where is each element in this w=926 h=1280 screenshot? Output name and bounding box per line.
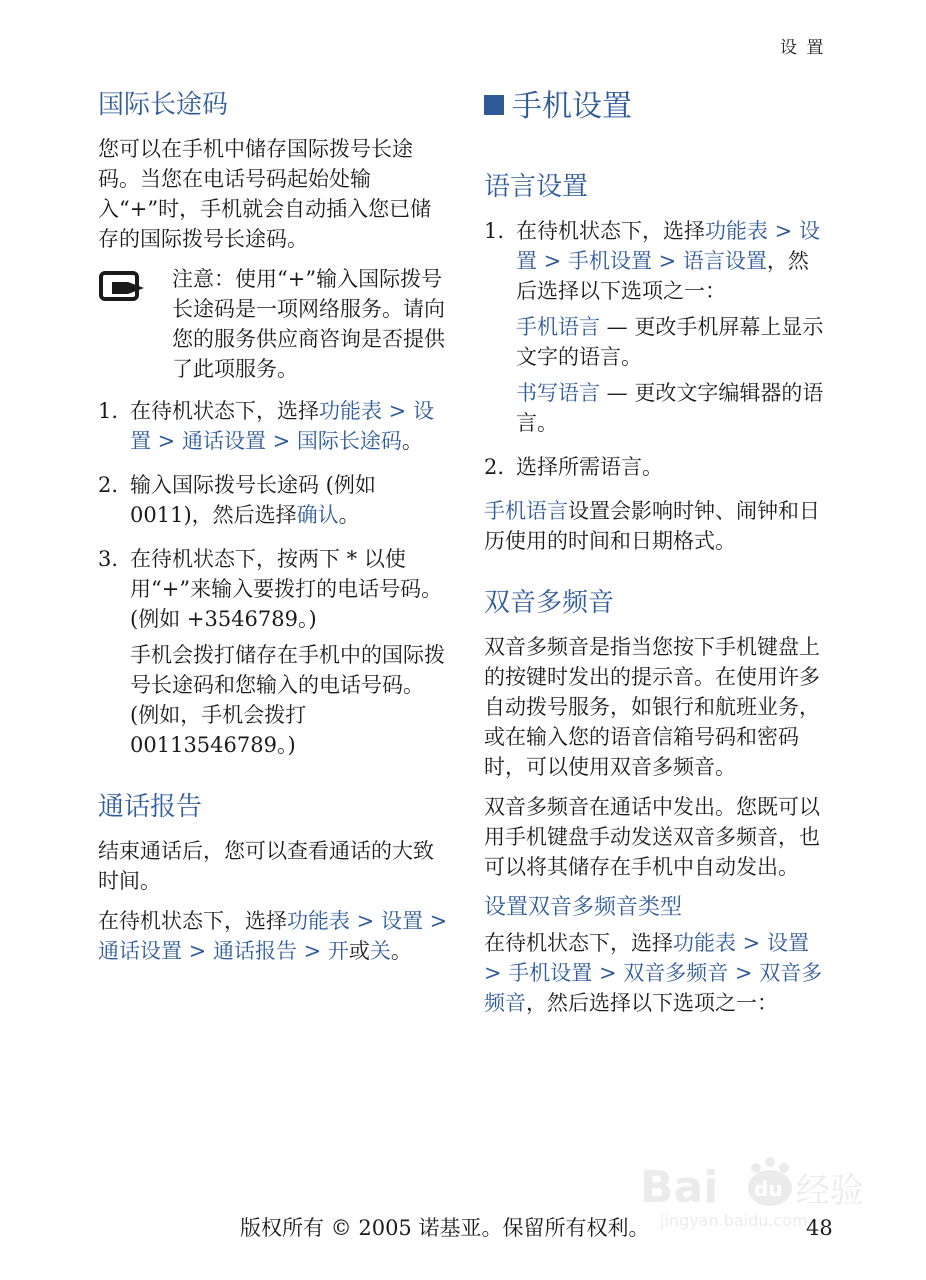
menu-separator: > bbox=[484, 961, 509, 985]
menu-separator: > bbox=[537, 249, 568, 273]
menu-link: 功能表 bbox=[673, 931, 736, 955]
heading-dtmf-type: 设置双音多频音类型 bbox=[484, 895, 683, 920]
note-text bbox=[158, 264, 448, 384]
running-header: 设 置 bbox=[780, 38, 826, 58]
menu-separator: > bbox=[736, 931, 767, 955]
option-label: 手机语言 bbox=[516, 315, 600, 339]
left-column bbox=[98, 86, 448, 976]
footer-copyright: 版权所有 © 2005 诺基亚。保留所有权利。 bbox=[240, 1216, 650, 1240]
square-bullet-icon bbox=[484, 95, 504, 115]
note-hand-icon bbox=[98, 264, 158, 384]
menu-link: 设置 bbox=[130, 399, 434, 453]
menu-separator: > bbox=[382, 399, 413, 423]
section-title bbox=[484, 86, 829, 128]
menu-link: 双音多频音 bbox=[484, 961, 823, 1015]
watermark-paw: du bbox=[754, 1177, 783, 1201]
menu-link: 确认 bbox=[296, 503, 339, 527]
menu-link: 功能表 bbox=[287, 909, 350, 933]
menu-link: 通话设置 bbox=[98, 939, 182, 963]
step-text bbox=[130, 470, 448, 530]
dtmf-p3 bbox=[484, 928, 829, 1018]
menu-link: 设置 bbox=[516, 219, 820, 273]
menu-link: 设置 bbox=[766, 931, 809, 955]
heading-dtmf: 双音多频音 bbox=[484, 588, 615, 618]
menu-link: 国际长途码 bbox=[296, 429, 402, 453]
step-number: 1. bbox=[484, 219, 505, 243]
right-column bbox=[484, 86, 829, 1028]
step-text: 选择所需语言。 bbox=[516, 455, 663, 479]
list-item bbox=[98, 396, 448, 456]
step-plain: ，然后选择以下选项之一： bbox=[516, 249, 809, 303]
intl-prefix-steps bbox=[98, 396, 448, 760]
step-number: 2. bbox=[98, 473, 119, 497]
step-number: 1. bbox=[98, 399, 119, 423]
option-phone-language bbox=[516, 312, 829, 372]
heading-call-report: 通话报告 bbox=[98, 792, 203, 822]
plain-text: 设置会影响时钟、闹钟和日历使用的时间和日期格式。 bbox=[484, 499, 820, 553]
list-item bbox=[484, 216, 829, 438]
menu-separator: > bbox=[422, 909, 448, 933]
dtmf-p2: 双音多频音在通话中发出。您既可以用手机键盘手动发送双音多频音，也可以将其储存在手机中自动发出。 bbox=[484, 795, 820, 879]
heading-intl-prefix: 国际长途码 bbox=[98, 90, 229, 120]
option-label: 书写语言 bbox=[516, 381, 600, 405]
plain-text: 或 bbox=[348, 939, 370, 963]
plain-text: 在待机状态下，选择 bbox=[484, 931, 673, 955]
step-plain: 。 bbox=[338, 503, 360, 527]
step-number: 3. bbox=[98, 547, 119, 571]
language-note bbox=[484, 496, 829, 556]
page-number: 48 bbox=[806, 1216, 833, 1240]
step-detail: 手机会拨打储存在手机中的国际拨号长途码和您输入的电话号码。(例如，手机会拨打 00113546789。) bbox=[130, 643, 445, 757]
note-box bbox=[98, 264, 448, 384]
menu-link: 开 bbox=[327, 939, 349, 963]
menu-link: 手机设置 bbox=[567, 249, 652, 273]
watermark-url: jingyan.baidu.com bbox=[660, 1211, 808, 1230]
step-plain: 输入国际拨号长途码 (例如 0011)，然后选择 bbox=[130, 473, 376, 527]
heading-language: 语言设置 bbox=[484, 172, 589, 202]
plain-text: 。 bbox=[390, 939, 412, 963]
list-item bbox=[484, 452, 829, 482]
watermark-brand: Bai bbox=[640, 1162, 719, 1213]
intl-prefix-intro: 您可以在手机中储存国际拨号长途码。当您在电话号码起始处输入“+”时，手机就会自动插入您已储存的国际拨号长途码。 bbox=[98, 137, 432, 251]
menu-link: 通话设置 bbox=[181, 429, 266, 453]
menu-link: 双音多频音 bbox=[623, 961, 729, 985]
plain-text: 在待机状态下，选择 bbox=[98, 909, 287, 933]
option-text: — 更改手机屏幕上显示文字的语言。 bbox=[516, 315, 824, 369]
step-plain: 在待机状态下，选择 bbox=[516, 219, 705, 243]
step-plain: 在待机状态下，按两下 * 以使用“+”来输入要拨打的电话号码。(例如 +3546789。) bbox=[130, 547, 443, 631]
menu-link: 功能表 bbox=[319, 399, 382, 423]
menu-separator: > bbox=[265, 429, 297, 453]
menu-link: 语言设置 bbox=[682, 249, 767, 273]
watermark-cn: 经验 bbox=[796, 1171, 864, 1211]
option-writing-language bbox=[516, 378, 829, 438]
call-report-p1: 结束通话后，您可以查看通话的大致时间。 bbox=[98, 839, 434, 893]
plain-text: ，然后选择以下选项之一： bbox=[526, 991, 778, 1015]
step-text bbox=[130, 544, 448, 760]
note-label: 注意： bbox=[172, 267, 235, 291]
list-item bbox=[98, 470, 448, 530]
menu-link: 功能表 bbox=[705, 219, 768, 243]
step-text bbox=[130, 396, 448, 456]
baidu-jingyan-watermark bbox=[640, 1150, 880, 1234]
menu-link: 手机设置 bbox=[508, 961, 593, 985]
menu-separator: > bbox=[592, 961, 624, 985]
list-item bbox=[98, 544, 448, 760]
menu-separator: > bbox=[182, 939, 213, 963]
dtmf-p1: 双音多频音是指当您按下手机键盘上的按键时发出的提示音。在使用许多自动拨号服务，如银行和航班业务，或在输入您的语音信箱号码和密码时，可以使用双音多频音。 bbox=[484, 635, 820, 779]
section-title-text: 手机设置 bbox=[512, 89, 632, 124]
menu-link: 关 bbox=[369, 939, 391, 963]
menu-separator: > bbox=[296, 939, 328, 963]
language-steps bbox=[484, 216, 829, 482]
note-body: 使用“+”输入国际拨号长途码是一项网络服务。请向您的服务供应商咨询是否提供了此项服务。 bbox=[172, 267, 445, 381]
step-number: 2. bbox=[484, 455, 505, 479]
menu-link: 设置 bbox=[380, 909, 423, 933]
step-plain: 在待机状态下，选择 bbox=[130, 399, 319, 423]
step-plain: 。 bbox=[401, 429, 423, 453]
menu-link: 通话报告 bbox=[212, 939, 297, 963]
step-text bbox=[516, 216, 829, 438]
menu-link: 手机语言 bbox=[484, 499, 568, 523]
call-report-p2 bbox=[98, 906, 448, 966]
menu-separator: > bbox=[151, 429, 182, 453]
menu-separator: > bbox=[768, 219, 799, 243]
menu-separator: > bbox=[728, 961, 760, 985]
option-text: — 更改文字编辑器的语言。 bbox=[516, 381, 824, 435]
menu-separator: > bbox=[651, 249, 683, 273]
menu-separator: > bbox=[350, 909, 381, 933]
